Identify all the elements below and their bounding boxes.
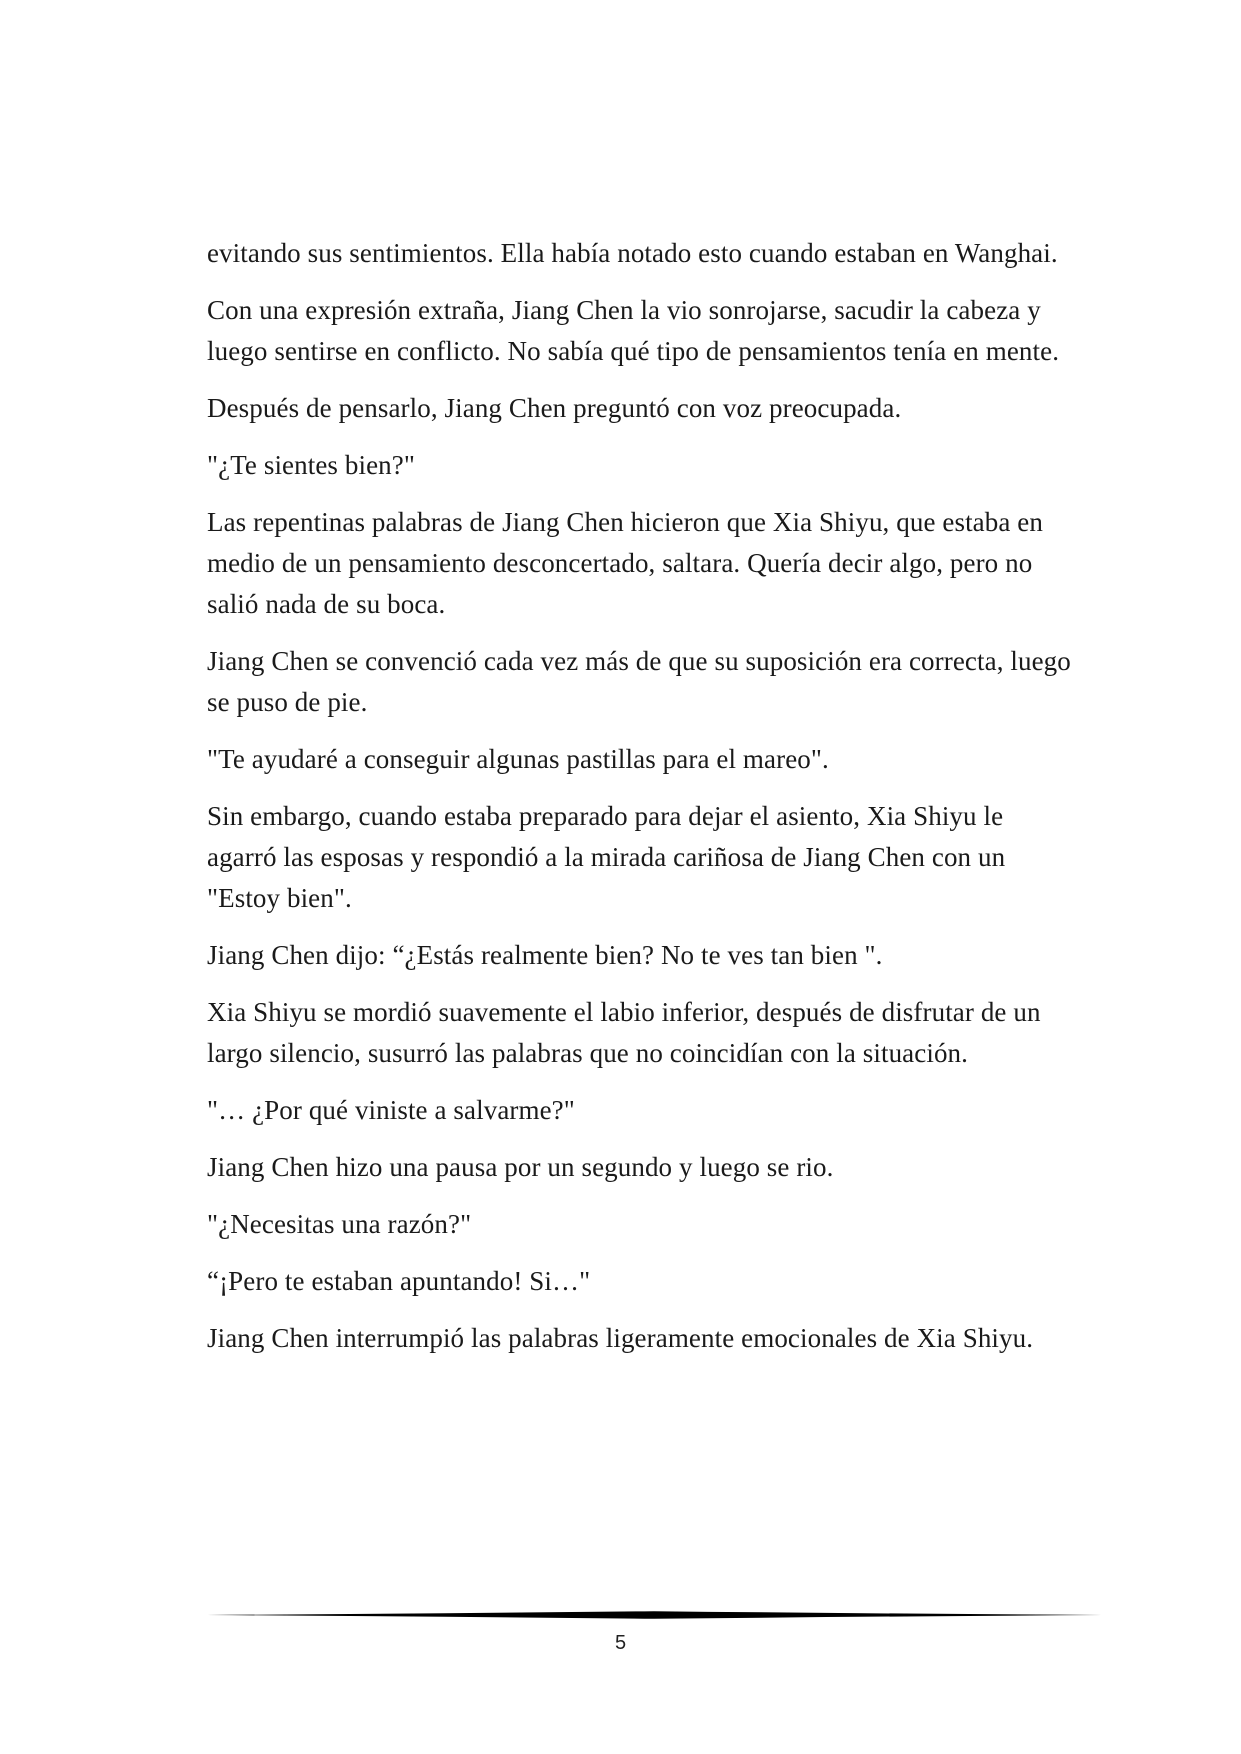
paragraph: "¿Necesitas una razón?" [207, 1209, 472, 1239]
paragraph: Las repentinas palabras de Jiang Chen hicieron que Xia Shiyu, que estaba en medio de un pensamiento desconcertado, saltara. Quería decir algo, pero no salió nada de su boca. [207, 507, 1043, 619]
page-number: 5 [614, 1632, 627, 1654]
paragraph: "¿Te sientes bien?" [207, 450, 415, 480]
paragraph: “¡Pero te estaban apuntando! Si…" [207, 1266, 591, 1296]
paragraph: Xia Shiyu se mordió suavemente el labio inferior, después de disfrutar de un largo silencio, susurró las palabras que no coincidían con la situación. [207, 997, 1041, 1068]
footer-divider [207, 1609, 1102, 1621]
paragraph: "Te ayudaré a conseguir algunas pastillas para el mareo". [207, 744, 829, 774]
paragraph: "… ¿Por qué viniste a salvarme?" [207, 1095, 575, 1125]
paragraph: Jiang Chen se convenció cada vez más de que su suposición era correcta, luego se puso de pie. [207, 646, 1071, 717]
paragraph: Jiang Chen hizo una pausa por un segundo y luego se rio. [207, 1152, 834, 1182]
paragraph: Jiang Chen dijo: “¿Estás realmente bien? No te ves tan bien ". [207, 940, 883, 970]
body-text [207, 233, 1077, 1375]
paragraph: Con una expresión extraña, Jiang Chen la vio sonrojarse, sacudir la cabeza y luego sentirse en conflicto. No sabía qué tipo de pensamientos tenía en mente. [207, 295, 1060, 366]
paragraph: Jiang Chen interrumpió las palabras ligeramente emocionales de Xia Shiyu. [207, 1323, 1034, 1353]
paragraph: evitando sus sentimientos. Ella había notado esto cuando estaban en Wanghai. [207, 238, 1058, 268]
paragraph: Después de pensarlo, Jiang Chen preguntó con voz preocupada. [207, 393, 902, 423]
paragraph: Sin embargo, cuando estaba preparado para dejar el asiento, Xia Shiyu le agarró las esposas y respondió a la mirada cariñosa de Jiang Chen con un "Estoy bien". [207, 801, 1006, 913]
